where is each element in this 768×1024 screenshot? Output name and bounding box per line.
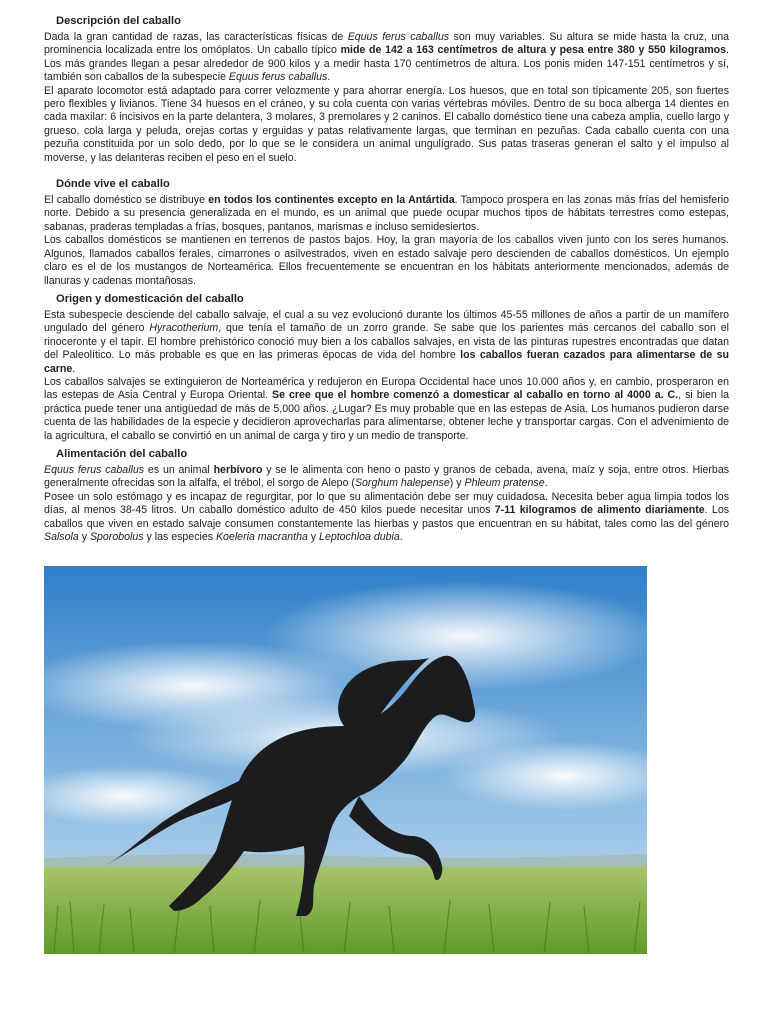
italic-text: Phleum pratense xyxy=(464,477,545,490)
section-description xyxy=(44,14,729,165)
section-feeding xyxy=(44,447,729,544)
italic-text: Equus ferus caballus xyxy=(44,463,145,476)
text-run: son muy variables. Su altura se mide hasta la cruz, una prominencia localizada entre los omóplatos. Un caballo típico xyxy=(44,31,729,57)
paragraph xyxy=(44,376,729,443)
section-title: Alimentación del caballo xyxy=(56,447,188,460)
text-run: es un animal xyxy=(144,463,214,476)
text-run: . xyxy=(544,477,548,490)
paragraph xyxy=(44,85,729,165)
text-run: Los caballos salvajes se extinguieron de Norteamérica y redujeron en Europa Occidental hace unos 10.000 años y, en cambio, prosperaron en las estepas de Asia Central y Europa Oriental. xyxy=(44,375,729,402)
bold-text: herbívoro xyxy=(213,463,263,476)
italic-text: Salsola xyxy=(44,531,79,543)
paragraph xyxy=(44,31,729,85)
text-run: , que tenía el tamaño de un zorro grande. Se sabe que los parientes más cercanos del caballo son el rinoceronte y el tapir. El hombre prehistórico conoció muy bien a los caballos salvajes, en vista de las pinturas rupestres encontradas que datan del Paleolítico. Lo más probable es que en las primeras épocas de vida del hombre xyxy=(44,322,729,362)
text-run: , si bien la práctica puede tener una antigüedad de más de 5,000 años. ¿Lugar? Es muy probable que en las estepas de Asia. Los humanos pudieron darse cuenta de las habilidades de la especie y decidieron aprovecharlas para alimentarse, obtener leche y transportar cargas. Con el advenimiento de la agricultura, el caballo se convirtió en un animal de carga y tiro y un medio de transporte. xyxy=(44,389,729,442)
italic-text: Hyracotherium xyxy=(149,322,219,335)
italic-text: Leptochloa dubia xyxy=(319,531,400,543)
section-origin xyxy=(44,292,729,443)
italic-text: Sorghum halepense xyxy=(354,477,450,490)
text-run: ) y xyxy=(449,477,465,490)
horse-photo-illustration xyxy=(44,566,647,954)
section-title: Dónde vive el caballo xyxy=(56,178,170,191)
italic-text: Equus ferus caballus xyxy=(228,71,328,84)
bold-text: 7-11 kilogramos de alimento diariamente xyxy=(494,504,705,517)
italic-text: Equus ferus caballus xyxy=(347,31,450,43)
paragraph xyxy=(44,491,729,545)
bold-text: en todos los continentes excepto en la Antártida xyxy=(208,194,455,207)
paragraph xyxy=(44,194,729,234)
section-title: Descripción del caballo xyxy=(56,15,181,27)
italic-text: Sporobolus xyxy=(89,531,144,543)
text-run: y se le alimenta con heno o pasto y granos de cebada, avena, maíz y soja, entre otros. Hierbas generalmente ofrecidas son la alfalfa, el trébol, el sorgo de Alepo ( xyxy=(44,463,730,490)
text-run: Dada la gran cantidad de razas, las características físicas de xyxy=(44,31,348,43)
text-run: . xyxy=(72,362,76,375)
text-run: y xyxy=(78,531,90,543)
paragraph xyxy=(44,309,729,376)
bold-text: los caballos fueran cazados para alimentarse de su carne xyxy=(44,349,730,375)
paragraph xyxy=(44,464,729,491)
text-run: . Los más grandes llegan a pesar alrededor de 900 kilos y a medir hasta 170 centímetros de altura. Los ponis miden 147-151 centímetros y sí, también son caballos de la subespecie xyxy=(44,44,729,84)
text-run: . Los caballos que viven en estado salvaje consumen constantemente las hierbas y pastos que encuentran en su hábitat, tales como las del género xyxy=(44,504,730,530)
bold-text: mide de 142 a 163 centímetros de altura y pesa entre 380 y 550 kilogramos xyxy=(340,44,727,57)
italic-text: Koeleria macrantha xyxy=(215,531,308,543)
section-title: Origen y domesticación del caballo xyxy=(56,292,244,305)
paragraph xyxy=(44,234,729,288)
text-run: Posee un solo estómago y es incapaz de regurgitar, por lo que su alimentación debe ser muy cuidadosa. Necesita beber agua limpia todos los días, al menos 38-45 litros. Un caballo doméstico adulto de 450 kilos puede necesitar unos xyxy=(44,490,729,517)
document-body xyxy=(44,14,729,548)
section-habitat xyxy=(44,177,729,288)
text-run: El caballo doméstico se distribuye xyxy=(44,194,209,207)
text-run: Los caballos domésticos se mantienen en terrenos de pastos bajos. Hoy, la gran mayoría de los caballos viven junto con los seres humanos. Algunos, llamados caballos ferales, cimarrones o asilvestrados, viven en estado salvaje pero descienden de caballos domésticos. Un ejemplo claro es el de los mustangos de Norteamérica. Ellos frecuentemente se encuentran en los hábitats anteriormente mencionados, además de llanuras y cadenas montañosas. xyxy=(44,234,729,287)
text-run: . xyxy=(327,71,331,84)
bold-text: Se cree que el hombre comenzó a domesticar al caballo en torno al 4000 a. C. xyxy=(272,389,679,402)
text-run: . Tampoco prospera en las zonas más frías del hemisferio norte. Debido a su presencia generalizada en el mundo, es un animal que puede ocupar muchos tipos de hábitats terrestres como estepas, sabanas, praderas templadas a frías, bosques, pantanos, marismas e incluso semidesiertos. xyxy=(44,194,729,233)
text-run: Esta subespecie desciende del caballo salvaje, el cual a su vez evolucionó durante los últimos 45-55 millones de años a partir de un mamífero ungulado del género xyxy=(44,308,729,335)
text-run: . xyxy=(399,531,403,543)
text-run: y las especies xyxy=(143,531,216,543)
text-run: El aparato locomotor está adaptado para correr velozmente y para ahorrar energía. Los huesos, que en total son típicamente 205, son fuertes pero flexibles y livianos. Tiene 34 huesos en el cráneo, y su cola cuenta con varias vértebras móviles. Dentro de su boca alberga 14 dientes en cada maxilar: 6 incisivos en la parte delantera, 3 molares, 3 premolares y 2 caninos. El caballo doméstico tiene una cabeza amplia, cuello largo y grueso, cola larga y peluda, orejas cortas y erguidas y patas relativamente largas, que terminan en pezuñas. Cada caballo cuenta con una pezuña constituida por un solo dedo, por lo que se le considera un animal ungulígrado. Sus patas traseras generan el salto y el impulso al moverse, y las delanteras reciben el peso en el suelo. xyxy=(44,84,729,164)
text-run: y xyxy=(307,531,320,543)
horse-photo xyxy=(44,566,647,954)
